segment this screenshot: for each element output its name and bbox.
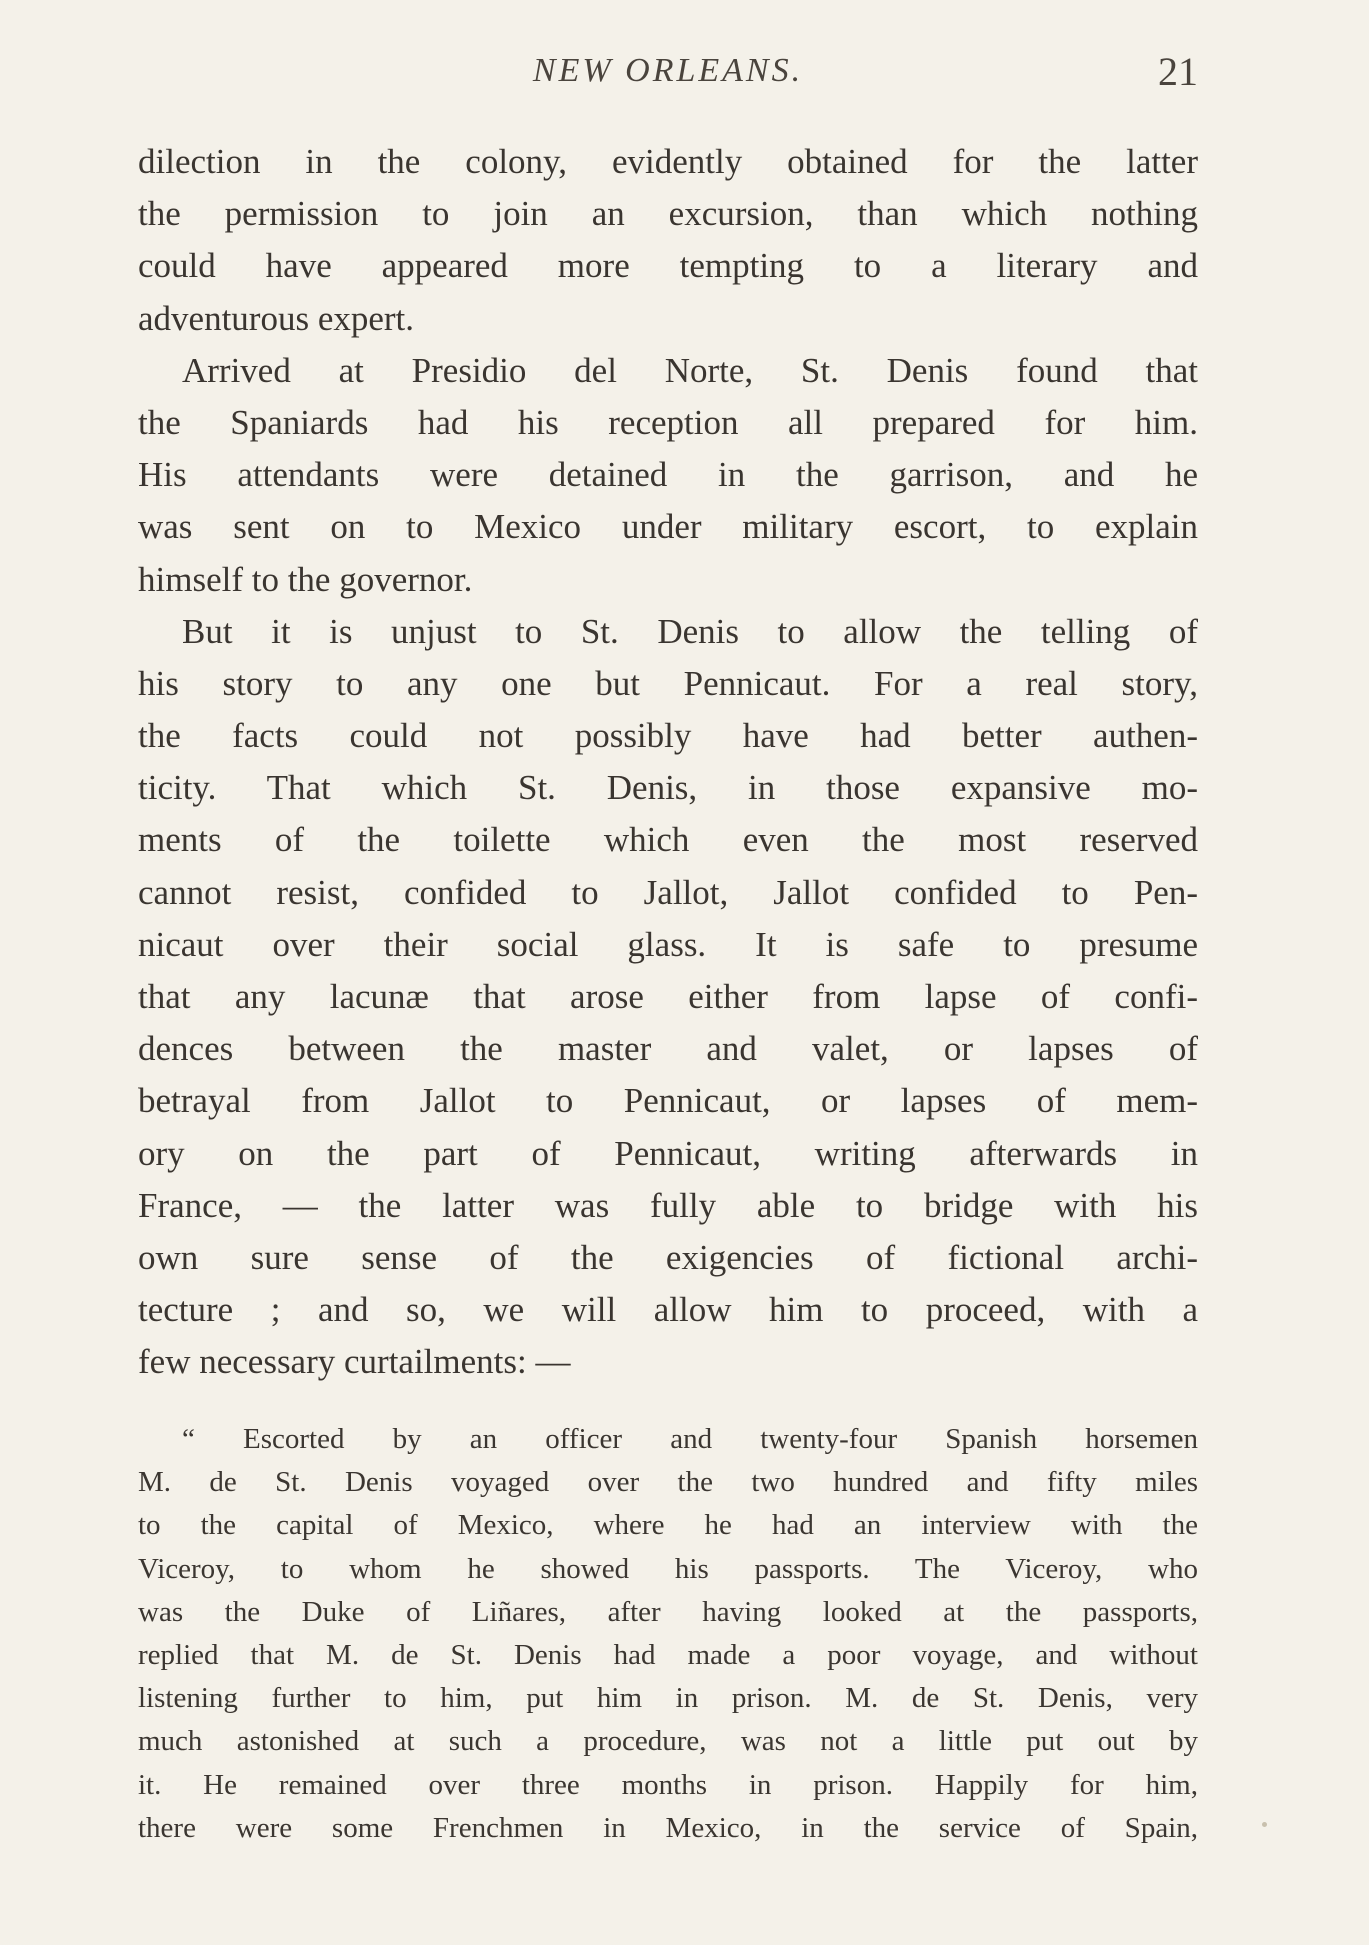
quote-line: much astonished at such a procedure, was not a little put out by	[138, 1725, 1198, 1758]
running-head	[138, 49, 1198, 100]
body-line: But it is unjust to St. Denis to allow the telling of	[182, 611, 1198, 651]
body-line: dilection in the colony, evidently obtained for the latter	[138, 142, 1198, 181]
body-line: could have appeared more tempting to a literary and	[138, 246, 1198, 286]
body-line: the Spaniards had his reception all prepared for him.	[138, 402, 1198, 442]
body-line: that any lacunæ that arose either from lapse of confi-	[138, 977, 1198, 1016]
body-line: tecture ; and so, we will allow him to proceed, with a	[138, 1290, 1198, 1330]
running-title: NEW ORLEANS.	[532, 52, 804, 89]
body-line: the permission to join an excursion, than which nothing	[138, 194, 1198, 234]
body-line: nicaut over their social glass. It is safe to presume	[138, 924, 1198, 964]
body-line: was sent on to Mexico under military escort, to explain	[138, 507, 1198, 547]
quote-line: “ Escorted by an officer and twenty-four Spanish horsemen	[182, 1423, 1198, 1455]
quote-line: Viceroy, to whom he showed his passports. The Viceroy, who	[138, 1552, 1198, 1585]
paper-speck	[1262, 1822, 1267, 1827]
quote-line: M. de St. Denis voyaged over the two hundred and fifty miles	[138, 1466, 1198, 1499]
body-line: dences between the master and valet, or lapses of	[138, 1029, 1198, 1069]
body-line: Arrived at Presidio del Norte, St. Denis found that	[182, 350, 1198, 390]
body-line: own sure sense of the exigencies of fictional archi-	[138, 1237, 1198, 1277]
quote-line: was the Duke of Liñares, after having looked at the passports,	[138, 1595, 1198, 1628]
body-line: himself to the governor.	[138, 559, 473, 599]
body-line: ticity. That which St. Denis, in those expansive mo-	[138, 768, 1198, 808]
block-quote	[138, 1418, 1198, 1850]
body-line: ory on the part of Pennicaut, writing afterwards in	[138, 1133, 1198, 1173]
body-line: adventurous expert.	[138, 298, 415, 338]
quote-line: listening further to him, put him in prison. M. de St. Denis, very	[138, 1682, 1198, 1715]
body-line: betrayal from Jallot to Pennicaut, or lapses of mem-	[138, 1081, 1198, 1121]
body-line: His attendants were detained in the garrison, and he	[138, 455, 1198, 495]
body-line: ments of the toilette which even the most reserved	[138, 820, 1198, 860]
body-line: his story to any one but Pennicaut. For a real story,	[138, 663, 1198, 703]
quote-line: to the capital of Mexico, where he had an interview with the	[138, 1509, 1198, 1542]
body-line: the facts could not possibly have had better authen-	[138, 716, 1198, 756]
quote-line: it. He remained over three months in prison. Happily for him,	[138, 1768, 1198, 1801]
quote-line: there were some Frenchmen in Mexico, in the service of Spain,	[138, 1811, 1198, 1844]
page-number: 21	[1158, 49, 1198, 94]
body-text	[138, 136, 1198, 1389]
body-line: France, — the latter was fully able to bridge with his	[138, 1185, 1198, 1225]
body-line: few necessary curtailments: —	[138, 1342, 571, 1382]
body-line: cannot resist, confided to Jallot, Jallot confided to Pen-	[138, 872, 1198, 912]
quote-line: replied that M. de St. Denis had made a poor voyage, and without	[138, 1638, 1198, 1671]
